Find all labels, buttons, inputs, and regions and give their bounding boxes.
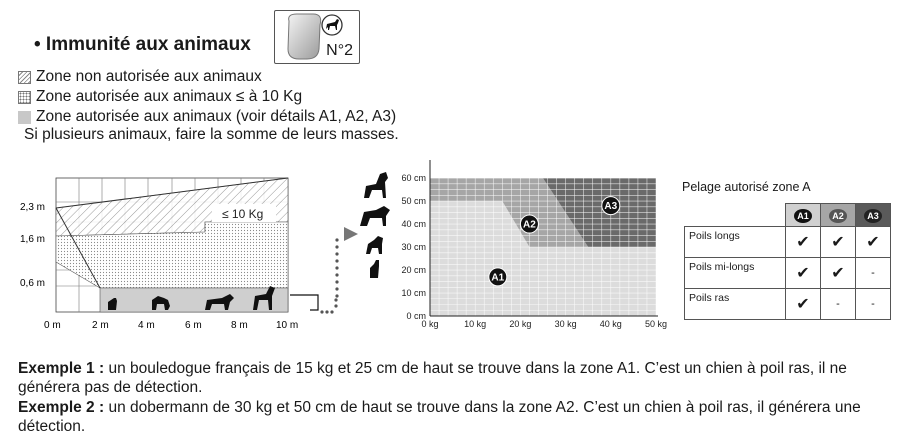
example-lead: Exemple 2 : bbox=[18, 399, 105, 416]
hatch-swatch bbox=[18, 71, 31, 84]
distance-label: 4 m bbox=[138, 320, 155, 331]
row-label: Poils mi-longs bbox=[685, 258, 786, 289]
table-cell: ✔ bbox=[786, 227, 821, 258]
zone-weight-label: ≤ 10 Kg bbox=[222, 207, 264, 221]
col-a1: A1 bbox=[786, 204, 821, 227]
height-label: 2,3 m bbox=[20, 202, 46, 213]
zone-label: A1 bbox=[491, 272, 505, 284]
gray-swatch bbox=[18, 111, 31, 124]
col-a2: A2 bbox=[821, 204, 856, 227]
small-dog-icon bbox=[366, 236, 383, 254]
x-tick-label: 10 kg bbox=[464, 319, 487, 329]
table-header-row bbox=[685, 204, 891, 227]
table-row bbox=[685, 289, 891, 320]
y-tick-label: 60 cm bbox=[401, 173, 426, 184]
table-title: Pelage autorisé zone A bbox=[682, 180, 811, 194]
table-cell: ✔ bbox=[821, 258, 856, 289]
y-tick-label: 50 cm bbox=[401, 196, 426, 207]
x-tick-label: 40 kg bbox=[599, 319, 622, 329]
table-cell: ✔ bbox=[786, 289, 821, 320]
dobermann-icon bbox=[364, 172, 388, 198]
distance-label: 6 m bbox=[185, 320, 202, 331]
legend-item-small-animals bbox=[18, 88, 302, 106]
y-tick-label: 40 cm bbox=[401, 219, 426, 230]
zone-label: A3 bbox=[604, 201, 618, 213]
badge-number: N°2 bbox=[326, 42, 353, 59]
x-tick-label: 20 kg bbox=[509, 319, 532, 329]
legend-item-allowed bbox=[18, 108, 396, 126]
section-title: • Immunité aux animaux bbox=[34, 34, 251, 55]
connector-line bbox=[290, 295, 318, 310]
table-cell: ✔ bbox=[786, 258, 821, 289]
cat-icon bbox=[370, 260, 379, 278]
distance-label: 2 m bbox=[92, 320, 109, 331]
example-lead: Exemple 1 : bbox=[18, 360, 105, 377]
table-row bbox=[685, 258, 891, 289]
y-tick-label: 20 cm bbox=[401, 265, 426, 276]
row-label: Poils longs bbox=[685, 227, 786, 258]
side-view-diagram bbox=[0, 160, 340, 335]
legend-text: Zone non autorisée aux animaux bbox=[36, 68, 262, 85]
coat-table bbox=[684, 203, 891, 320]
x-tick-label: 50 kg bbox=[644, 319, 668, 329]
pet-immunity-badge bbox=[274, 10, 360, 64]
mass-note: Si plusieurs animaux, faire la somme de leurs masses. bbox=[24, 126, 399, 143]
legend-text: Zone autorisée aux animaux (voir détails A1, A2, A3) bbox=[36, 108, 397, 125]
example-text: un dobermann de 30 kg et 50 cm de haut se trouve dans la zone A2. C’est un chien à poil ras, il générera une détection. bbox=[18, 399, 861, 435]
x-tick-label: 30 kg bbox=[554, 319, 577, 329]
table-cell: ✔ bbox=[821, 227, 856, 258]
y-tick-label: 0 cm bbox=[406, 311, 426, 321]
example-text: un bouledogue français de 15 kg et 25 cm de haut se trouve dans la zone A1. C’est un chien à poil ras, il ne générera pas de détection. bbox=[18, 360, 847, 396]
dotted-swatch bbox=[18, 91, 31, 104]
legend-item-forbidden bbox=[18, 68, 262, 86]
table-cell: - bbox=[821, 289, 856, 320]
legend-text: Zone autorisée aux animaux ≤ à 10 Kg bbox=[36, 88, 303, 105]
example-2 bbox=[18, 398, 898, 436]
table-cell: - bbox=[856, 258, 891, 289]
distance-label: 8 m bbox=[231, 320, 248, 331]
y-tick-label: 10 cm bbox=[401, 288, 426, 299]
distance-label: 0 m bbox=[44, 320, 61, 331]
col-a3: A3 bbox=[856, 204, 891, 227]
table-cell: ✔ bbox=[856, 227, 891, 258]
zone-label: A2 bbox=[523, 219, 536, 231]
weight-height-chart bbox=[390, 160, 680, 338]
y-tick-label: 30 cm bbox=[401, 242, 426, 253]
row-label: Poils ras bbox=[685, 289, 786, 320]
x-tick-label: 0 kg bbox=[421, 319, 439, 329]
example-1 bbox=[18, 359, 898, 397]
height-label: 0,6 m bbox=[20, 278, 46, 289]
height-label: 1,6 m bbox=[20, 234, 46, 245]
labrador-icon bbox=[360, 206, 390, 226]
table-row bbox=[685, 227, 891, 258]
distance-label: 10 m bbox=[276, 320, 299, 331]
table-cell: - bbox=[856, 289, 891, 320]
